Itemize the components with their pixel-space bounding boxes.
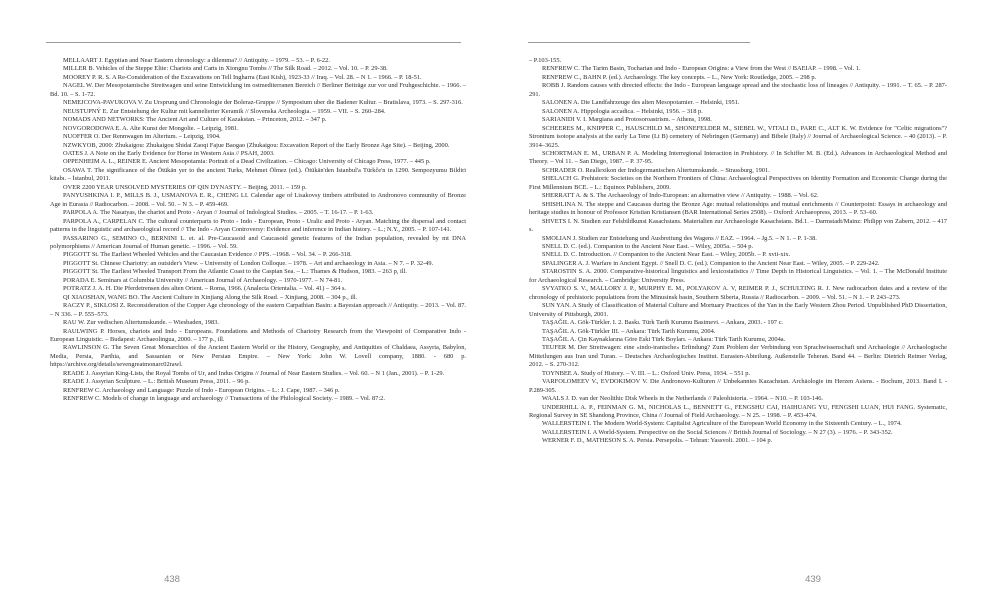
reference-entry: SALONEN A. Die Landfahrzeuge des alten Mesopotamier. – Helsinki, 1951.: [542, 99, 740, 107]
reference-entry: RAULWING P. Horses, chariots and Indo - Europeans. Foundations and Methods of Chariotry Research from the Viewpoint of Comparative Indo - European Linguistic. – Budapest: Archaeolingua, 2000. – 177 p., ill.: [50, 327, 466, 343]
reference-entry: PIGGOTT St. The Earliest Wheeled Transport From the Atlantic Coast to the Caspian Sea. – L.: Thames & Hudson, 1983. – 263 p, ill.: [63, 268, 407, 276]
reference-entry: QI XIAOSHAN, WANG BO. The Ancient Culture in Xinjiang Along the Silk Road. – Xinjiang, 2008. – 304 p., ill.: [63, 293, 358, 301]
reference-entry: WAALS J. D. van der Neolithic Disk Wheels in the Netherlands // Paleohistoria. – 1964. – N10. – P. 103-146.: [542, 395, 824, 403]
reference-entry: PARPOLA A. The Nasatyas, the chariot and Proto - Aryan // Journal of Indological Studies. – 2005. – T. 16-17. – P. 1-63.: [63, 209, 374, 217]
reference-entry: NZWKYOB, 2000: Zhukaigou: Zhukaigou Shidai Zaoqi Fajue Baogao (Zhukaigou: Excavation Report of the Early Bronze Age Site). – Beijing, 2000.: [63, 141, 450, 149]
reference-entry: RENFREW C. The Tarim Basin, Tocharian and Indo - European Origins: a View from the West // BAEIAP. – 1998. – Vol. 1.: [542, 65, 861, 73]
reference-entry: PARPOLA A., CARPELAN C. The cultural counterparts to Proto - Indo - European, Proto - Uralic and Proto - Aryan. Matching the dispersal and contact patterns in the linguistic and archaeological record // The Indo - Aryan Controversy: Evidence and inference in Indian history. – L.; N.Y., 2005. – P. 107-141.: [50, 217, 466, 234]
reference-entry: TAŞAĞIL A. Çin Kaynaklarına Göre Eski Türk Boyları. – Ankara: Türk Tarih Kurumu, 2004a.: [542, 335, 786, 343]
reference-entry: RENFREW C., BAHN P. (ed.). Archaeology. The key concepts. – L., New York: Routledge, 2005. – 298 p.: [542, 73, 817, 81]
continued-reference: – P.103-155.: [529, 57, 562, 64]
reference-entry: OVER 2200 YEAR UNSOLVED MYSTERIES OF QIN DYNASTY. – Beijing, 2011. – 159 p.: [63, 183, 307, 191]
reference-entry: WERNER F. D., MATHESON S. A. Persia. Persepolis. – Tehran: Yassvoli. 2001. – 104 p.: [542, 437, 773, 445]
reference-entry: PORADA E. Seminars at Columbia University // American Journal of Archaeology. – 1970-1977. – N 74-81.: [63, 276, 343, 284]
reference-entry: SMOLIAN J. Studien zur Entstehung und Ausbreitung des Wagens // EAZ. – 1964. – Jg.5. – N 1. – P. 1-38.: [542, 234, 817, 242]
reference-entry: SCHEERES M., KNIPPER C., HAUSCHILD M., SHONEFELDER M., SIEBEL W., VITALI D., PARE C., ALT K. W. Evidence for "Celtic migrations"? Strontium isotope analysis at the early La Tene (Lt B) cemetery of Nebringen (Germany) and Bibele (Italy) // Journal of Archaeological Science. – 40 (2013). – P. 3914–3625.: [529, 124, 947, 149]
reference-entry: PASSARINO G., SEMINO O., BERNINI L. et. al. Pre-Caucasoid and Caucasoid genetic features of the Indian population, revealed by mt DNA polymorphisms // American Journal of Human genetic. – 1996. – Vol. 59.: [50, 234, 466, 250]
reference-entry: NUOFFER O. Der Rennwagen im Altertum. – Leipzig, 1904.: [63, 133, 221, 141]
reference-entry: NEMEJCOVA-PAVUKOVA V. Zu Ursprung und Chronologie der Boleraz-Gruppe // Symposium uber die Badener Kultur. – Bratislava, 1973. – S. 297-316.: [63, 99, 463, 107]
reference-entry: STAROSTIN S. A. 2000. Comparative-historical linguistics and lexicostatistics // Time Depth in Historical Linguistics. – Vol. 1. – The McDonald Institute for Archaeological Research. – Cambridge: University Press.: [529, 268, 947, 284]
left-page: [0, 0, 495, 614]
page-number: 439: [805, 574, 821, 585]
reference-entry: RACZY P., SIKLOSI Z. Reconsideration of the Copper Age chronology of the eastern Carpathian Basin: a Bayesian approach // Antiquity. – 2013. – Vol. 87. – N 336. – P. 555–573.: [50, 302, 466, 318]
header-rule: [528, 42, 750, 43]
reference-entry: READE J. Assyrian King-Lists, the Royal Tombs of Ur, and Indus Origins // Journal of Near Eastern Studies. – Vol. 60. – N 1 (Jan., 2001). – P. 1-29.: [63, 369, 445, 377]
reference-entry: SUN YAN. A Study of Classification of Material Culture and Mortuary Practices of the Yan in the Early Western Zhou Period. Unpublished PhD Dissertation, University of Pittsburgh, 2001.: [529, 302, 947, 318]
reference-entry: RENFREW C. Archaeology and Language: Puzzle of Indo - European Origins. – L.: J. Cape, 1987. – 346 p.: [63, 386, 340, 394]
reference-entry: TOYNBEE A. Study of History. – V. III. – L.: Oxford Univ. Press, 1934. – 551 p.: [542, 369, 751, 377]
reference-entry: SALONEN A. Hippologia accadica. – Helsinki, 1956. – 318 p.: [542, 107, 703, 115]
bibliography-list: [529, 57, 947, 446]
reference-entry: RENFREW C. Models of change in language and archaeology // Transactions of the Philological Society. – 1989. – Vol. 87:2.: [63, 395, 385, 403]
reference-entry: SNELL D. C. (ed.). Companion to the Ancient Near East. – Wiley, 2005a. – 504 p.: [542, 242, 754, 250]
reference-entry: RAU W. Zur vedischen Altertumskunde. – Wiesbaden, 1983.: [63, 319, 219, 327]
reference-entry: TEUFER M. Der Streitwagen: eine «indo-iranische» Erfindung? Zum Problem der Verbindung von Sprachwissenschaft und Archaologie // Archaologische Mitteilungen aus Iran und Turan. – Deutsches Archaologisches Institut. Eurasien-Abteilung. Außenstelle Teheran. Band 44. – Berlin: Dietrich Reimer Verlag, 2012. – S. 270-312.: [529, 344, 947, 369]
page-number: 438: [164, 574, 180, 585]
reference-entry: ROBB J. Random causes with directed effects: the Indo - European language spread and the stochastic loss of lineages // Antiquity. – 1991. – T. 65. – P. 287-291.: [529, 82, 947, 98]
reference-entry: TAŞAĞIL A. Gök-Türkler. I. 2. Baskı. Türk Tarih Kurumu Basimevi. – Ankara, 2003. - 197 c.: [542, 319, 784, 327]
reference-entry: WALLERSTEIN I. A World-System. Perspective on the Social Sciences // British Journal of Sociology. – N 27 (3). – 1976. – P. 343-352.: [542, 428, 893, 436]
reference-entry: NOVGORODOWA E. A. Alte Kunst der Mongolie. – Leipzig, 1981.: [63, 124, 239, 132]
reference-entry: PIGGOTT St. Chinese Chariotry: an outsider's View. – University of London Colloque. – 1978. – Art and archaeology in Asia. – N 7. – P. 32-49.: [63, 259, 434, 267]
reference-entry: PIGGOTT St. The Earliest Wheeled Vehicles and the Caucasian Evidence // PPS. –1968. – Vol. 34. – P. 266-318.: [63, 251, 352, 259]
reference-entry: SCHRADER O. Reallexikon der Indogermanischen Altertumskunde. – Strassburg, 1901.: [542, 166, 770, 174]
header-rule: [46, 42, 461, 43]
reference-entry: SHVETS I. N. Studien zur Felsbildkunst Kasachstans. Materialien zur Archaeologie Kasachstans. Bd.1. – Darmstadt/Mainz: Philipp von Zabern, 2012. – 417 s.: [529, 217, 947, 234]
reference-entry: SVYATKO S. V., MALLORY J. P., MURPHY E. M., POLYAKOV A. V, REIMER P. J., SCHULTING R. J. New radiocarbon dates and a review of the chronology of prehistoric populations from the Minusinsk basin, Southern Siberia, Russia // Radiocarbon. – 2009. – Vol. 51. – N 1. – P. 243–273.: [529, 285, 947, 301]
reference-entry: OATES J. A Note on the Early Evidence for Horse in Western Asia // PSAH, 2003.: [63, 149, 275, 157]
reference-entry: VARFOLOMEEV V., EVDOKIMOV V. Die Andronovo-Kulturen // Unbekanntes Kazachstan. Archäologie im Herzen Asiens. - Bochum, 2013. Band I. - P.289-305.: [529, 378, 947, 394]
reference-entry: TAŞAĞIL A. Gök-Türkler III. – Ankara: Türk Tarih Kurumu, 2004.: [542, 327, 716, 335]
reference-entry: NEUSTUPNÝ E. Zur Entstehung der Kultur mit kannelierter Keramik // Slovenska Archeologia. – 1959. – VII. – S. 260–284.: [63, 107, 386, 115]
reference-entry: SHELACH G. Prehistoric Societies on the Northern Frontiers of China: Archaeological Perspectives on Identity Formation and Economic Change during the First Millennium BCE. – L.: Equinox Publishers, 2009.: [529, 175, 947, 191]
reference-entry: SCHORTMAN E. M., URBAN P. A. Modeling Interregional Interaction in Prehistory. // In Schiffer M. B. (Ed.). Advances in Archaeological Method and Theory. – Vol 11. – San Diego, 1987. – P. 37-95.: [529, 149, 947, 166]
reference-entry: SNELL D. C. Introduction. // Companion to the Ancient Near East. – Wiley, 2005b. – P. xvii-xix.: [542, 251, 791, 259]
reference-entry: MELLAART J. Egyptian and Near Eastern chronology: a dilemma? // Antiquity. – 1979. – 53. – P. 6-22.: [63, 57, 330, 64]
reference-entry: SHISHLINA N. The steppe and Caucasus during the Bronze Age: mutual relationships and mutual enrichments // Counterpoint: Essays in archaeology and heritage studies in honour of Professor Kristian Kristiansen (BAR International Series 2508). – Oxford: Archaeopress, 2013. – P. 53–60.: [529, 200, 947, 217]
reference-entry: NOMADS AND NETWORKS: The Ancient Art and Culture of Kazakstan. – Princeton, 2012. – 347 p.: [63, 116, 327, 124]
reference-entry: READE J. Assyrian Sculpture. – L.: British Museum Press, 2011. – 96 p.: [63, 378, 250, 386]
right-page: [496, 0, 991, 614]
reference-entry: SARIANIDI V. I. Margiana and Protosoroastrism. – Athens, 1998.: [542, 116, 712, 124]
reference-entry: NAGEL W. Der Mesopotamische Streitwagen und seine Entwicklung im ostmediterranen Bereich // Berliner Beiträge zur vor und Fruhgeschichte. – 1966. – Bd. 10. – S. 1-72.: [50, 82, 466, 98]
reference-entry: OSAWA T. The significance of the Ötükän yer to the ancient Turks, Mehmet Ölmez (ed.). Ötükän'den İstanbul'a Türkče'n in 1290. Sempozyumu Bildiri kitabı. – İstanbul, 2011.: [50, 166, 466, 183]
reference-entry: MILLER B. Vehicles of the Steppe Elite: Chariots and Carts in Xiongnu Tombs // The Silk Road. – 2012. – Vol. 10. – P. 29-38.: [63, 65, 388, 73]
reference-entry: MOOREY P. R. S. A Re-Consideration of the Excavations on Tell Ingharra (East Kish), 1923-33 // Iraq. – Vol. 28. – N 1. – 1966. – P. 18-51.: [63, 73, 422, 81]
reference-entry: OPPENHEIM A. L., REINER E. Ancient Mesopotamia: Portrait of a Dead Civilization. – Chicago: University of Chicago Press, 1977. – 445 p.: [63, 158, 431, 166]
reference-entry: PANYUSHKINA I. P., MILLS B. J., USMANOVA E. R., CHENG LI. Calendar age of Lisakovsy timbers attributed to Andronovo community of Bronze Age in Eurasia // Radiocarbon. – 2008. – Vol. 50. – N 3. – P. 459-469.: [50, 192, 466, 208]
reference-entry: SPALINGER A. J. Warfare in Ancient Egypt. // Snell D. C. (ed.). Companion to the Ancient Near East. – Wiley, 2005. – P. 229-242.: [542, 259, 880, 267]
reference-entry: UNDERHILL A. P., FEINMAN G. M., NICHOLAS L., BENNETT G., FENGSHU CAI, HAIHUANG YU, FENGSHI LUAN, HUI FANG. Systematic, Regional Survey in SE Shandong Province, China // Journal of Field Archaeology. – N 25. – 1998. – P. 453-474.: [529, 403, 947, 420]
reference-entry: POTRATZ J. A. H. Die Pferdetrensen des alten Orient. – Roma, 1966. (Analecta Orientalia. – Vol. 41) – 364 s.: [63, 285, 347, 293]
reference-entry: SHERRATT A. & S. The Archaeology of Indo-European: an alternative view // Antiquity. – 1988. – Vol. 62.: [542, 192, 819, 200]
reference-entry: RAWLINSON G. The Seven Great Monarchies of the Ancient Eastern World or the History, Geography, and Antiquities of Chaldaea, Assyria, Babylon, Media, Persia, Parthia, and Sassanian or New Persian Empire. – New York: John W. Lovell company, 1880. - 680 p. https://archive.org/details/sevengreatmonarc02rawl.: [50, 344, 466, 369]
bibliography-list: [50, 57, 466, 404]
reference-entry: WALLERSTEIN I. The Modern World-System: Capitalist Agriculture of the European World Economy in the Sixteenth Century. – L., 1974.: [542, 420, 902, 428]
